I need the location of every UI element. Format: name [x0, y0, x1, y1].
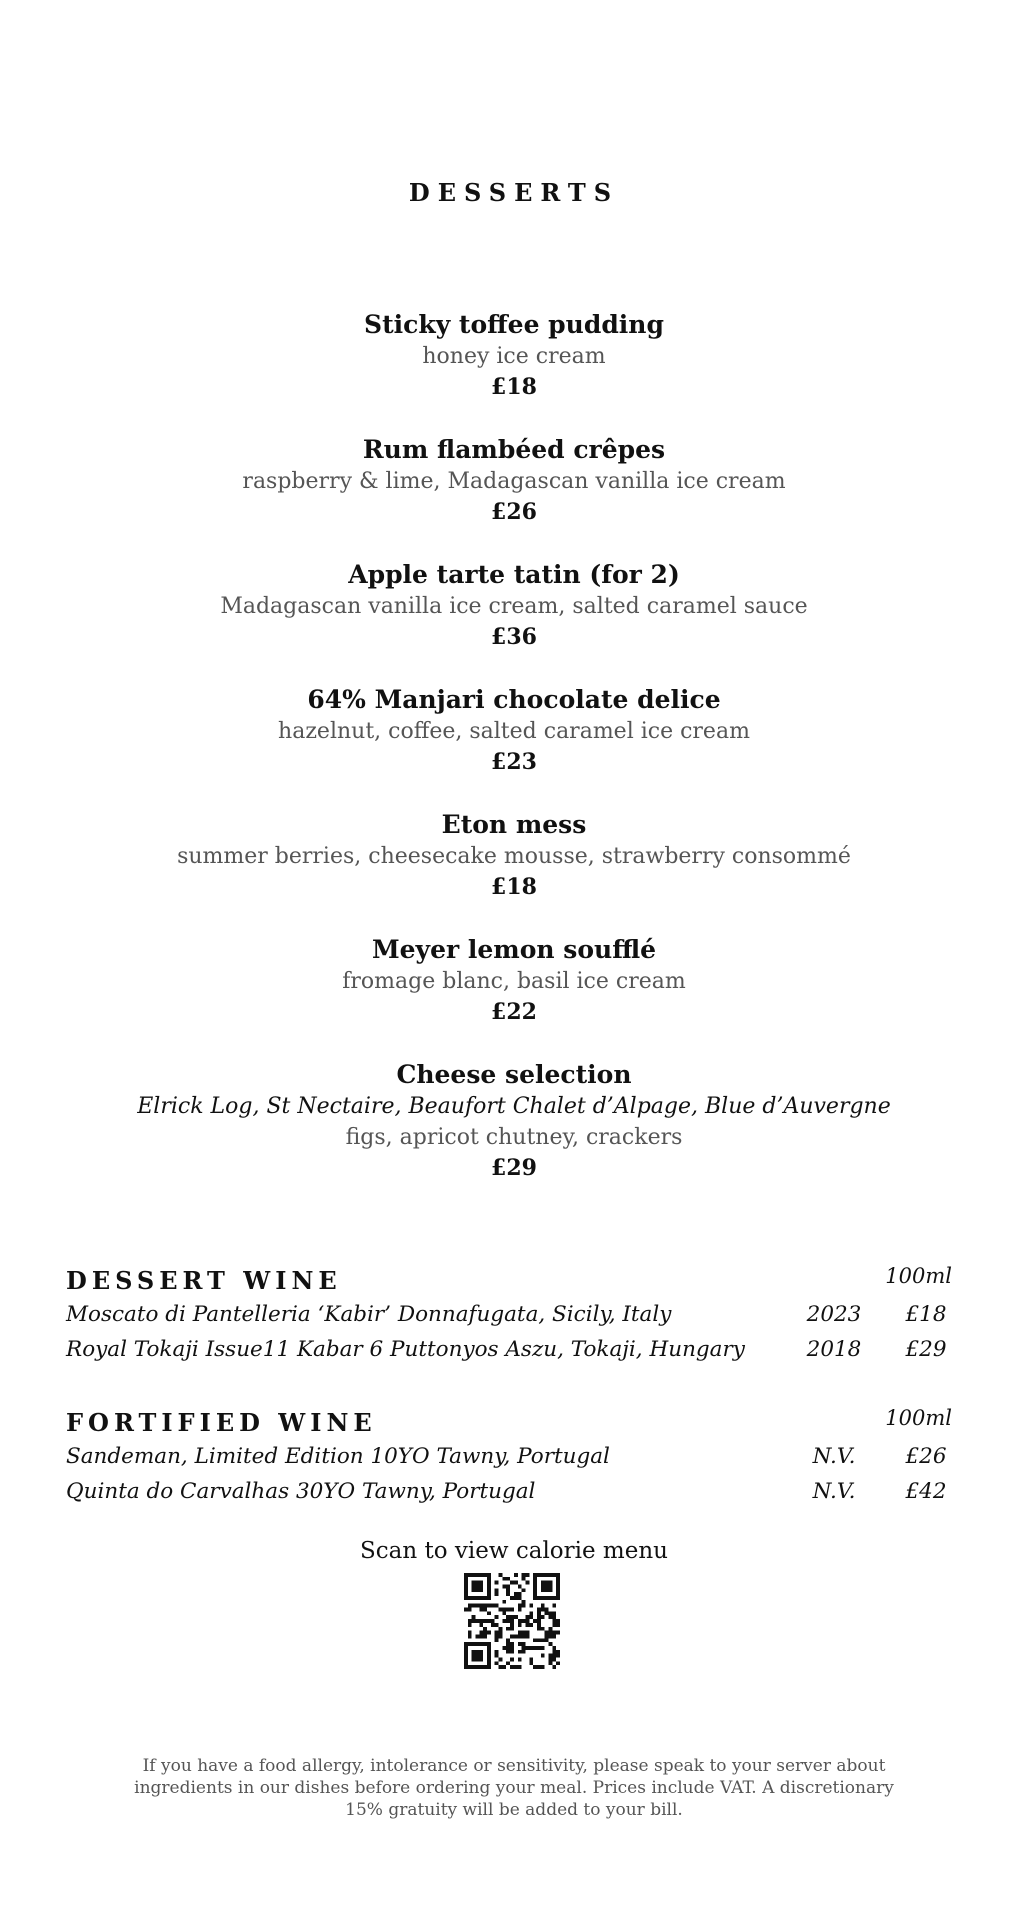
dish-price: £23 — [491, 749, 537, 775]
wine-vintage: 2023 — [806, 1302, 862, 1327]
dish-item — [0, 934, 1028, 1027]
section-title: FORTIFIED WINE — [66, 1408, 377, 1437]
dish-name: Meyer lemon soufflé — [371, 935, 657, 964]
dish-description: Madagascan vanilla ice cream, salted caramel sauce — [220, 594, 808, 619]
section-title: DESSERT WINE — [66, 1266, 342, 1295]
dish-item — [0, 684, 1028, 777]
wine-price: £42 — [905, 1479, 947, 1504]
dish-description: figs, apricot chutney, crackers — [345, 1125, 683, 1150]
cheese-list: Elrick Log, St Nectaire, Beaufort Chalet d’Alpage, Blue d’Auvergne — [137, 1094, 891, 1119]
wine-header — [66, 1264, 962, 1300]
dish-item — [0, 559, 1028, 652]
dish-price: £18 — [491, 874, 537, 900]
wine-row — [66, 1442, 962, 1477]
wine-price: £29 — [905, 1337, 947, 1362]
dish-item — [0, 809, 1028, 902]
fortified-wine-section — [66, 1406, 962, 1512]
wine-name: Sandeman, Limited Edition 10YO Tawny, Portugal — [66, 1444, 610, 1469]
dish-name: Apple tarte tatin (for 2) — [348, 560, 680, 589]
dish-item — [0, 309, 1028, 402]
wine-row — [66, 1477, 962, 1512]
dish-description: honey ice cream — [422, 344, 606, 369]
dish-name: 64% Manjari chocolate delice — [307, 685, 721, 714]
dish-name: Cheese selection — [396, 1060, 632, 1089]
wine-name: Quinta do Carvalhas 30YO Tawny, Portugal — [66, 1479, 536, 1504]
wine-header — [66, 1406, 962, 1442]
wine-row — [66, 1300, 962, 1335]
dish-item — [0, 434, 1028, 527]
wine-row — [66, 1335, 962, 1370]
qr-code-icon[interactable] — [464, 1573, 560, 1669]
dish-price: £26 — [491, 499, 537, 525]
serving-size: 100ml — [885, 1264, 952, 1288]
serving-size: 100ml — [885, 1406, 952, 1430]
dish-price: £29 — [491, 1155, 537, 1181]
dish-description: summer berries, cheesecake mousse, strawberry consommé — [177, 844, 851, 869]
wine-name: Moscato di Pantelleria ‘Kabir’ Donnafugata, Sicily, Italy — [66, 1302, 672, 1327]
calorie-menu-label: Scan to view calorie menu — [360, 1538, 668, 1564]
dish-description: hazelnut, coffee, salted caramel ice cream — [278, 719, 750, 744]
wine-price: £18 — [905, 1302, 947, 1327]
dish-price: £36 — [491, 624, 537, 650]
dish-item — [0, 1059, 1028, 1183]
dish-description: fromage blanc, basil ice cream — [342, 969, 686, 994]
page-title: DESSERTS — [408, 178, 620, 207]
wine-vintage: N.V. — [812, 1479, 856, 1504]
wine-vintage: 2018 — [806, 1337, 862, 1362]
dish-price: £22 — [491, 999, 537, 1025]
dessert-wine-section — [66, 1264, 962, 1370]
dish-price: £18 — [491, 374, 537, 400]
wine-price: £26 — [905, 1444, 947, 1469]
dish-name: Eton mess — [441, 810, 587, 839]
wine-vintage: N.V. — [812, 1444, 856, 1469]
allergy-notice: If you have a food allergy, intolerance or sensitivity, please speak to your server about ingredients in our dishes before ordering your meal. Prices include VAT. A discretionary 15% gratuity will be added to your bill. — [134, 1756, 894, 1820]
dish-description: raspberry & lime, Madagascan vanilla ice cream — [242, 469, 786, 494]
dish-name: Sticky toffee pudding — [364, 310, 664, 339]
wine-name: Royal Tokaji Issue11 Kabar 6 Puttonyos Aszu, Tokaji, Hungary — [66, 1337, 745, 1362]
dish-list — [0, 309, 1028, 1215]
dish-name: Rum flambéed crêpes — [362, 435, 666, 464]
